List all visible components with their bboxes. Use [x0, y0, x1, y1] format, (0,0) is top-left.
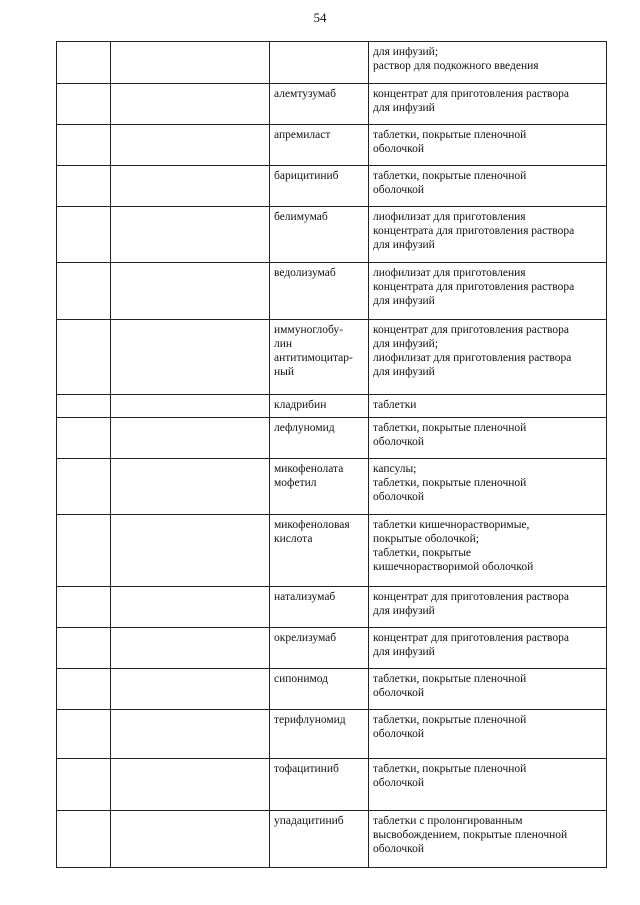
- group-cell: [111, 628, 270, 669]
- drug-name-cell: лефлуномид: [270, 418, 369, 459]
- dosage-form-cell: концентрат для приготовления раствора для инфузий: [369, 628, 607, 669]
- dosage-form-cell: таблетки, покрытые пленочной оболочкой: [369, 166, 607, 207]
- table-row: [57, 263, 607, 320]
- table-row: [57, 84, 607, 125]
- code-cell: [57, 710, 111, 759]
- code-cell: [57, 459, 111, 515]
- group-cell: [111, 811, 270, 868]
- drug-table: [56, 41, 607, 868]
- drug-name-cell: сипонимод: [270, 669, 369, 710]
- drug-name-cell: терифлуномид: [270, 710, 369, 759]
- table-row: [57, 207, 607, 263]
- drug-name-cell: микофеноловая кислота: [270, 515, 369, 587]
- dosage-form-cell: таблетки, покрытые пленочной оболочкой: [369, 669, 607, 710]
- group-cell: [111, 587, 270, 628]
- group-cell: [111, 166, 270, 207]
- drug-name-cell: [270, 42, 369, 84]
- drug-name-cell: барицитиниб: [270, 166, 369, 207]
- code-cell: [57, 515, 111, 587]
- dosage-form-cell: таблетки, покрытые пленочной оболочкой: [369, 710, 607, 759]
- drug-name-cell: окрелизумаб: [270, 628, 369, 669]
- code-cell: [57, 395, 111, 418]
- code-cell: [57, 628, 111, 669]
- table-row: [57, 759, 607, 811]
- table-row: [57, 515, 607, 587]
- group-cell: [111, 320, 270, 395]
- table-row: [57, 628, 607, 669]
- drug-name-cell: иммуноглобу- лин антитимоцитар- ный: [270, 320, 369, 395]
- code-cell: [57, 320, 111, 395]
- code-cell: [57, 125, 111, 166]
- table-row: [57, 669, 607, 710]
- table-row: [57, 587, 607, 628]
- table-row: [57, 166, 607, 207]
- table-row: [57, 710, 607, 759]
- group-cell: [111, 418, 270, 459]
- dosage-form-cell: лиофилизат для приготовления концентрата для приготовления раствора для инфузий: [369, 263, 607, 320]
- code-cell: [57, 418, 111, 459]
- code-cell: [57, 166, 111, 207]
- group-cell: [111, 459, 270, 515]
- dosage-form-cell: лиофилизат для приготовления концентрата для приготовления раствора для инфузий: [369, 207, 607, 263]
- dosage-form-cell: концентрат для приготовления раствора для инфузий; лиофилизат для приготовления раствора для инфузий: [369, 320, 607, 395]
- code-cell: [57, 811, 111, 868]
- dosage-form-cell: таблетки кишечнорастворимые, покрытые оболочкой; таблетки, покрытые кишечнорастворимой оболочкой: [369, 515, 607, 587]
- code-cell: [57, 42, 111, 84]
- drug-name-cell: микофенолата мофетил: [270, 459, 369, 515]
- dosage-form-cell: концентрат для приготовления раствора для инфузий: [369, 587, 607, 628]
- group-cell: [111, 207, 270, 263]
- group-cell: [111, 395, 270, 418]
- group-cell: [111, 759, 270, 811]
- group-cell: [111, 669, 270, 710]
- drug-name-cell: упадацитиниб: [270, 811, 369, 868]
- drug-name-cell: алемтузумаб: [270, 84, 369, 125]
- drug-name-cell: тофацитиниб: [270, 759, 369, 811]
- page-number: 54: [313, 10, 327, 25]
- table-row: [57, 125, 607, 166]
- drug-name-cell: ведолизумаб: [270, 263, 369, 320]
- dosage-form-cell: таблетки, покрытые пленочной оболочкой: [369, 418, 607, 459]
- dosage-form-cell: таблетки: [369, 395, 607, 418]
- drug-name-cell: белимумаб: [270, 207, 369, 263]
- table-row: [57, 42, 607, 84]
- code-cell: [57, 759, 111, 811]
- table-row: [57, 320, 607, 395]
- group-cell: [111, 710, 270, 759]
- dosage-form-cell: для инфузий; раствор для подкожного введения: [369, 42, 607, 84]
- dosage-form-cell: капсулы; таблетки, покрытые пленочной оболочкой: [369, 459, 607, 515]
- group-cell: [111, 515, 270, 587]
- dosage-form-cell: таблетки, покрытые пленочной оболочкой: [369, 125, 607, 166]
- dosage-form-cell: концентрат для приготовления раствора для инфузий: [369, 84, 607, 125]
- drug-name-cell: натализумаб: [270, 587, 369, 628]
- dosage-form-cell: таблетки, покрытые пленочной оболочкой: [369, 759, 607, 811]
- drug-name-cell: кладрибин: [270, 395, 369, 418]
- dosage-form-cell: таблетки с пролонгированным высвобождением, покрытые пленочной оболочкой: [369, 811, 607, 868]
- group-cell: [111, 84, 270, 125]
- table-row: [57, 459, 607, 515]
- group-cell: [111, 42, 270, 84]
- code-cell: [57, 263, 111, 320]
- code-cell: [57, 84, 111, 125]
- code-cell: [57, 587, 111, 628]
- code-cell: [57, 669, 111, 710]
- table-row: [57, 395, 607, 418]
- code-cell: [57, 207, 111, 263]
- group-cell: [111, 263, 270, 320]
- drug-name-cell: апремиласт: [270, 125, 369, 166]
- table-row: [57, 811, 607, 868]
- group-cell: [111, 125, 270, 166]
- table-row: [57, 418, 607, 459]
